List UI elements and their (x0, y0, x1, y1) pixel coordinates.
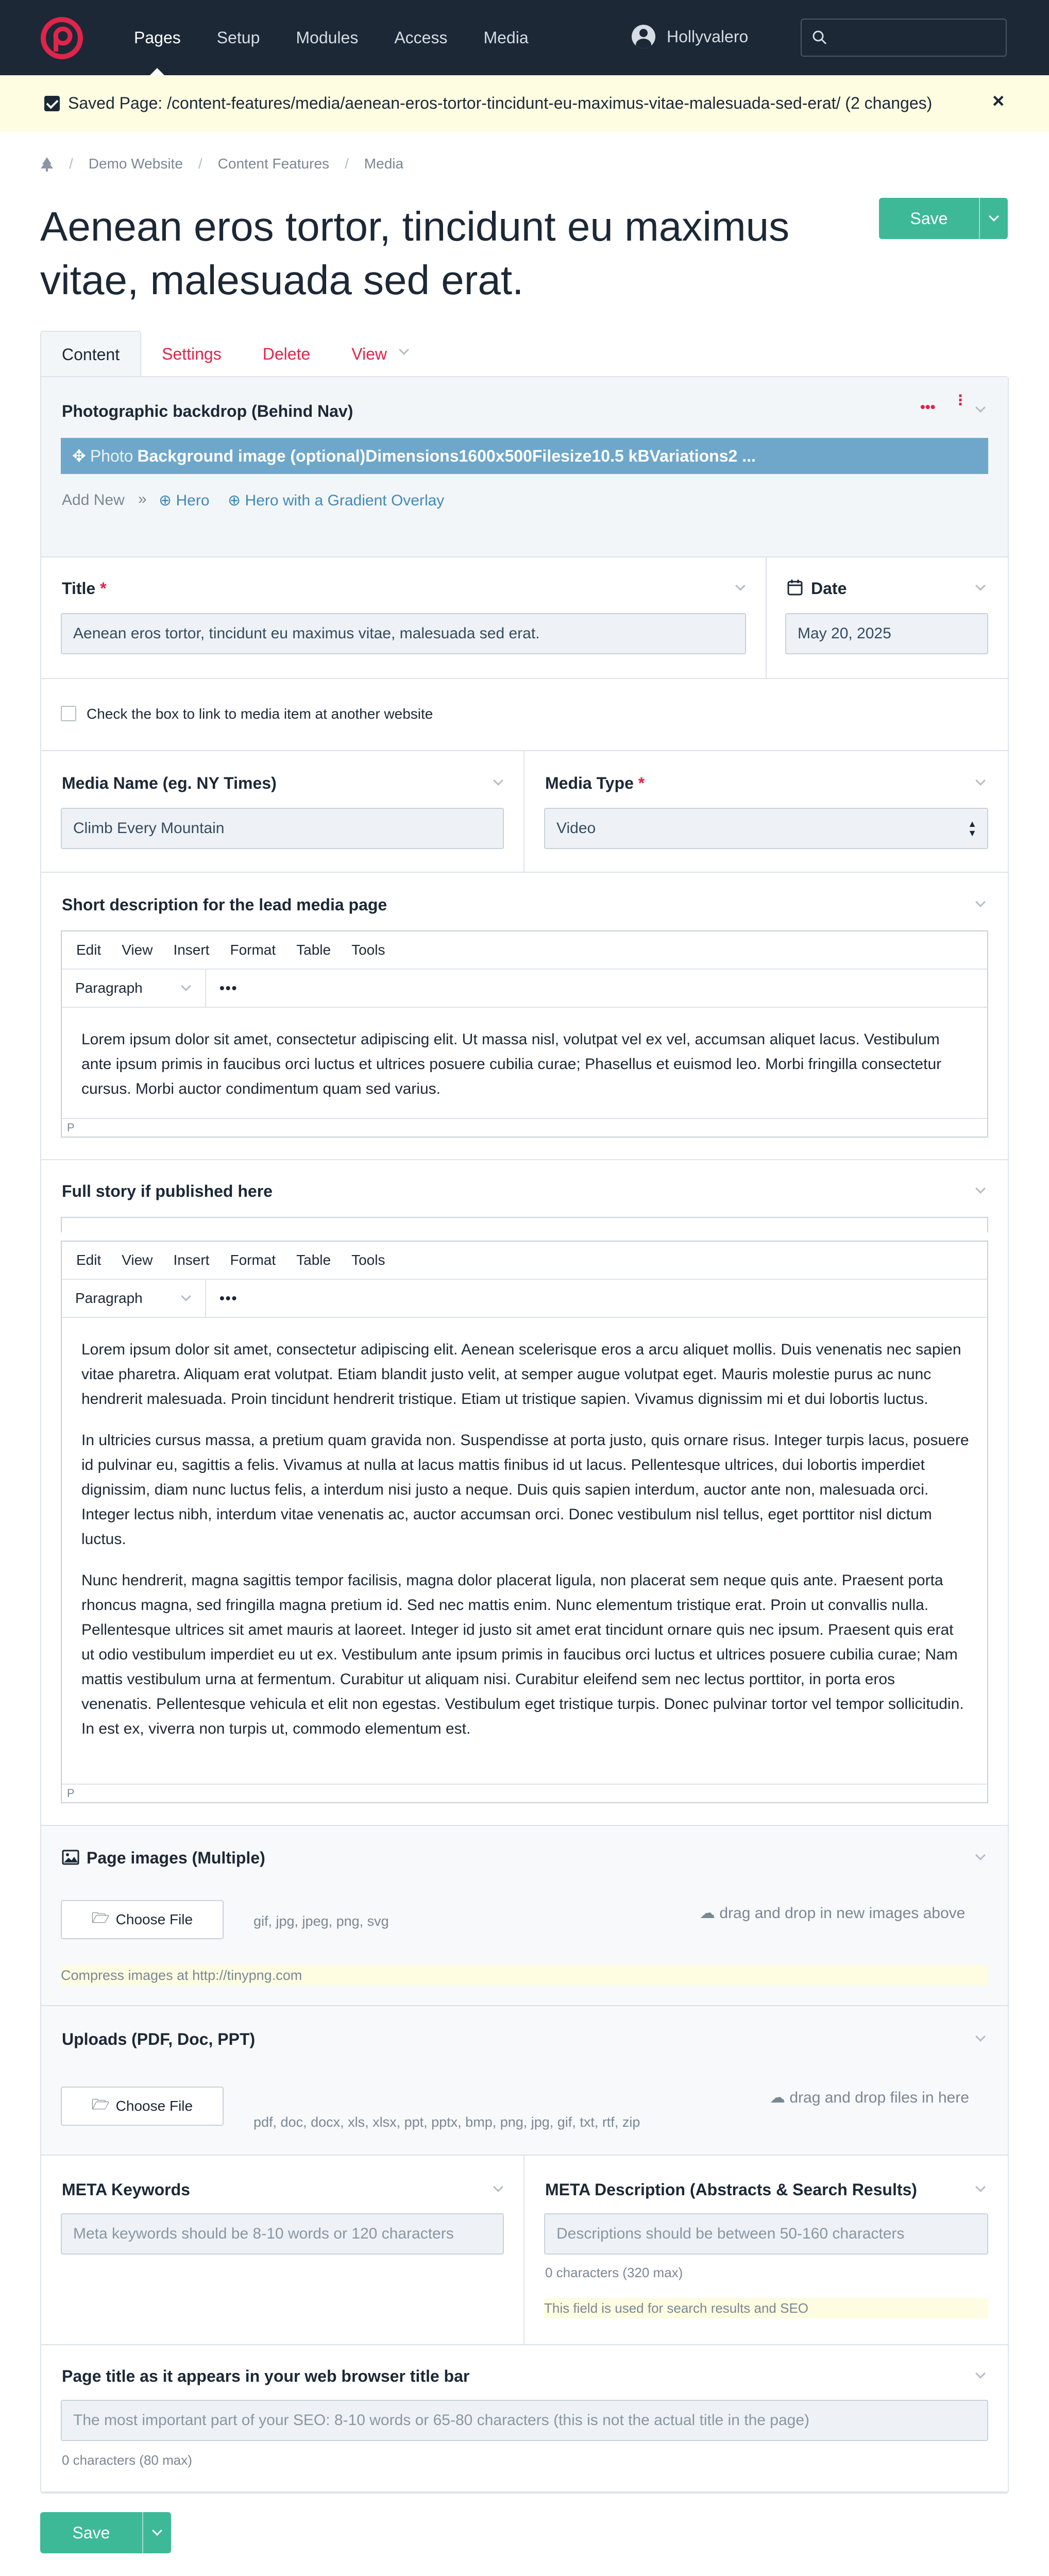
user-name: Hollyvalero (667, 27, 749, 46)
paragraph: Nunc hendrerit, magna sagittis tempor facilisis, magna dolor placerat ligula, non placerat sem neque quis ante. Praesent porta rhoncus magna, sed fringilla magna pretium id. Sed nec mattis enim. Nunc elementum tristique erat. Proin ut convallis nulla. Pellentesque ultrices sit amet mauris at laoreet. Integer id justo sit amet erat tincidunt ornare quis nec ipsum. Praesent quis erat ut odio vestibulum imperdiet eu ut ex. Vestibulum ante ipsum primis in faucibus orci luctus et ultrices posuere cubilia curae; Nam mattis vestibulum urna at fermentum. Curabitur ut aliquam nisi. Curabitur eleifend sem nec lectus porttitor, in porta eros venenatis. Pellentesque vehicula et elit non egestas. Vestibulum eget tristique turpis. Donec pulvinar tortor vel tempor sollicitudin. In est ex, viverra non turpis ut, commodo elementum est. (81, 1572, 964, 1737)
chevron-down-icon[interactable] (975, 584, 986, 591)
nav-modules[interactable]: Modules (296, 28, 359, 47)
folder-open-icon: 🗁 (91, 1910, 110, 1926)
media-type-label-text: Media Type (545, 774, 634, 792)
meta-keywords-input[interactable]: Meta keywords should be 8-10 words or 120 characters (61, 2213, 504, 2255)
short-description-text[interactable]: Lorem ipsum dolor sit amet, consectetur adipiscing elit. Ut massa nisl, volutpat vel ex vel, accumsan aliquet lacus. Vestibulum ante ipsum primis in faucibus orci luctus et ultrices posuere cubilia curae; Phasellus et euismod leo. Morbi fringilla consectetur cursus. Morbi auctor condimentum quam sed varius. (81, 1031, 942, 1097)
folder-open-icon: 🗁 (91, 2096, 110, 2112)
more-tools-button[interactable]: ••• (219, 980, 238, 996)
chevron-down-icon[interactable] (975, 2185, 986, 2193)
search-icon (812, 30, 827, 45)
required-marker: * (638, 774, 645, 792)
full-story-label: Full story if published here (62, 1182, 273, 1200)
chevron-down-icon[interactable] (975, 2372, 986, 2379)
title-label (62, 579, 107, 598)
breadcrumb-content-features[interactable]: Content Features (217, 156, 330, 172)
menu-tools[interactable]: Tools (351, 1252, 385, 1268)
tab-content[interactable]: Content (40, 331, 141, 377)
meta-description-input[interactable]: Descriptions should be between 50-160 characters (544, 2213, 988, 2255)
format-select[interactable] (62, 969, 206, 1007)
chevron-down-icon[interactable] (975, 901, 986, 908)
short-description-field (41, 873, 1008, 1160)
more-vertical-icon[interactable]: ⋮ (953, 392, 968, 408)
chevron-down-icon (180, 985, 192, 992)
full-story-editor[interactable] (61, 1241, 988, 1803)
media-name-label: Media Name (eg. NY Times) (62, 774, 277, 792)
short-description-label: Short description for the lead media page (62, 895, 387, 914)
notice-text: Saved Page: /content-features/media/aenean-eros-tortor-tincidunt-eu-maximus-vitae-malesuada-sed-erat/ (2 changes) (68, 94, 933, 112)
upload-types: pdf, doc, docx, xls, xlsx, ppt, pptx, bmp, png, jpg, gif, txt, rtf, zip (253, 2114, 640, 2130)
move-icon[interactable]: ✥ (72, 447, 86, 465)
uploads-field (41, 2006, 1008, 2156)
menu-edit[interactable]: Edit (76, 942, 101, 958)
page-edit-tabs (40, 331, 430, 377)
user-avatar-icon (632, 25, 655, 48)
link-checkbox[interactable] (61, 706, 76, 721)
save-button-top[interactable] (879, 198, 1008, 239)
browser-title-input[interactable]: The most important part of your SEO: 8-10 words or 65-80 characters (this is not the actual title in the page) (61, 2400, 988, 2441)
image-types: gif, jpg, jpeg, png, svg (253, 1913, 389, 1929)
save-dropdown-toggle[interactable] (142, 2512, 171, 2553)
tab-view[interactable] (331, 331, 430, 377)
editor-menubar (62, 931, 987, 970)
column-divider (523, 751, 524, 873)
link-checkbox-label[interactable]: Check the box to link to media item at another website (87, 706, 433, 722)
editor-menubar (62, 1242, 987, 1280)
link-checkbox-row (41, 679, 1008, 751)
chevron-down-icon[interactable] (735, 584, 746, 591)
breadcrumb-demo-website[interactable]: Demo Website (88, 156, 183, 172)
backdrop-label: Photographic backdrop (Behind Nav) (62, 402, 353, 420)
meta-description-count: 0 characters (320 max) (545, 2265, 683, 2280)
format-select-value: Paragraph (75, 1290, 143, 1306)
chevron-down-icon (180, 1295, 192, 1302)
editor-ghost (61, 1217, 988, 1232)
save-button-label: Save (910, 209, 948, 228)
menu-format[interactable]: Format (230, 1252, 276, 1268)
chevron-down-icon (151, 2529, 163, 2536)
image-drop-hint-text: drag and drop in new images above (719, 1905, 966, 1922)
menu-table[interactable]: Table (296, 942, 331, 958)
chevron-down-icon[interactable] (975, 1187, 986, 1194)
repeater-item-summary: Background image (optional)Dimensions1600x500Filesize10.5 kBVariations2 ... (137, 446, 756, 465)
browser-title-field (41, 2345, 1008, 2493)
saved-notice (0, 75, 1049, 132)
column-divider (766, 557, 767, 679)
search-input[interactable] (801, 19, 1007, 57)
title-input[interactable]: Aenean eros tortor, tincidunt eu maximus vitae, malesuada sed erat. (61, 613, 746, 654)
more-horizontal-icon[interactable]: ••• (920, 399, 936, 415)
select-arrows-icon: ▲ ▼ (968, 819, 977, 838)
page-title: Aenean eros tortor, tincidunt eu maximus vitae, malesuada sed erat. (40, 204, 790, 303)
media-row (41, 751, 1008, 873)
full-story-field (41, 1160, 1008, 1826)
full-story-text[interactable] (81, 1337, 970, 1758)
upload-drop-hint-text: drag and drop files in here (789, 2089, 969, 2106)
double-chevron-right-icon: » (138, 490, 147, 507)
date-label: Date (811, 579, 847, 598)
choose-images-button[interactable] (61, 1900, 224, 1939)
image-drop-hint: ☁ drag and drop in new images above (700, 1905, 966, 1922)
date-input[interactable]: May 20, 2025 (785, 613, 988, 654)
meta-description-note: This field is used for search results and SEO (544, 2298, 988, 2318)
column-divider (523, 2156, 524, 2345)
menu-insert[interactable]: Insert (173, 1252, 210, 1268)
breadcrumb-separator: / (345, 156, 349, 172)
tree-icon[interactable] (40, 156, 54, 172)
meta-keywords-label: META Keywords (62, 2180, 190, 2199)
uploads-label: Uploads (PDF, Doc, PPT) (62, 2030, 256, 2048)
page-images-field (41, 1826, 1008, 2006)
top-navigation (0, 0, 1049, 75)
meta-description-label: META Description (Abstracts & Search Results) (545, 2180, 917, 2199)
check-icon (44, 96, 60, 111)
compress-note: Compress images at http://tinypng.com (61, 1965, 988, 1986)
chevron-down-icon (988, 215, 1000, 222)
add-new-label: Add New (62, 492, 125, 509)
chevron-down-icon[interactable] (975, 1854, 986, 1861)
tab-view-label: View (351, 344, 387, 363)
nav-access[interactable]: Access (394, 28, 448, 47)
chevron-down-icon[interactable] (493, 2185, 504, 2193)
add-hero-link[interactable]: ⊕ Hero (159, 492, 210, 509)
editor-toolbar (62, 970, 987, 1008)
chevron-down-icon[interactable] (975, 779, 986, 786)
choose-images-label: Choose File (115, 1911, 193, 1927)
paragraph: In ultricies cursus massa, a pretium quam gravida non. Suspendisse at porta justo, quis ornare risus. Integer turpis lacus, posuere id pulvinar eu, sagittis a felis. Vivamus at nulla at lacus mattis finibus id ut lacus. Pellentesque ultrices, dui lobortis imperdiet dignissim, diam nunc luctus felis, a interdum nisi justo a neque. Duis quis sapien interdum, auctor ante non, malesuada orci. Integer lectus nibh, interdum vitae venenatis ac, auctor accumsan orci. Donec vestibulum nisl tellus, eget porttitor nisl dictum luctus. (81, 1432, 969, 1548)
title-label-text: Title (62, 579, 96, 598)
add-hero-gradient-link[interactable]: ⊕ Hero with a Gradient Overlay (228, 492, 445, 509)
upload-drop-hint: ☁ drag and drop files in here (770, 2089, 969, 2106)
breadcrumb-separator: / (69, 156, 73, 172)
browser-title-count: 0 characters (80 max) (62, 2452, 192, 2468)
nav-media[interactable]: Media (483, 28, 529, 47)
title-date-row (41, 557, 1008, 679)
breadcrumb (40, 156, 403, 172)
chevron-down-icon (398, 348, 410, 355)
save-button-label: Save (72, 2523, 110, 2542)
save-dropdown-toggle[interactable] (979, 198, 1008, 239)
page-images-label: Page images (Multiple) (87, 1849, 265, 1867)
chevron-down-icon[interactable] (493, 779, 504, 786)
media-type-label (545, 774, 645, 793)
main-menu (134, 0, 565, 75)
tab-settings[interactable]: Settings (162, 344, 222, 363)
paragraph: Lorem ipsum dolor sit amet, consectetur adipiscing elit. Aenean scelerisque eros a arcu aliquet mollis. Duis venenatis nec sapien vitae pharetra. Aliquam erat volutpat. Etiam blandit justo velit, at semper augue volutpat eget. Mauris molestie purus ac nunc hendrerit malesuada. Proin tincidunt hendrerit tristique. Etiam ut tristique sapien. Vivamus dignissim mi et dui lobortis luctus. (81, 1341, 961, 1408)
media-name-input[interactable]: Climb Every Mountain (61, 808, 504, 849)
media-type-value: Video (556, 820, 596, 837)
repeater-item-photo[interactable] (61, 438, 988, 474)
add-hero-label: Hero (176, 492, 210, 509)
choose-uploads-label: Choose File (115, 2098, 193, 2114)
chevron-down-icon[interactable] (975, 2035, 986, 2042)
tab-delete[interactable]: Delete (262, 344, 311, 363)
menu-edit[interactable]: Edit (76, 1252, 101, 1268)
format-select-value: Paragraph (75, 980, 143, 996)
close-icon[interactable]: × (992, 90, 1005, 112)
browser-title-label: Page title as it appears in your web browser title bar (62, 2367, 470, 2385)
required-marker: * (100, 579, 107, 598)
menu-insert[interactable]: Insert (173, 942, 210, 958)
save-button-bottom[interactable] (40, 2512, 171, 2553)
nav-setup[interactable]: Setup (216, 28, 260, 47)
menu-tools[interactable]: Tools (351, 942, 385, 958)
add-hero-gradient-label: Hero with a Gradient Overlay (245, 492, 445, 509)
choose-uploads-button[interactable] (61, 2087, 224, 2126)
repeater-item-type: Photo (90, 446, 133, 465)
editor-toolbar (62, 1280, 987, 1318)
menu-format[interactable]: Format (230, 942, 276, 958)
editor-statusbar: P (62, 1118, 987, 1137)
calendar-icon (787, 579, 803, 596)
format-select[interactable] (62, 1279, 206, 1317)
short-description-editor[interactable] (61, 930, 988, 1138)
menu-table[interactable]: Table (296, 1252, 331, 1268)
more-tools-button[interactable]: ••• (219, 1290, 238, 1306)
menu-view[interactable]: View (122, 942, 153, 958)
chevron-down-icon[interactable] (975, 406, 986, 413)
image-icon (62, 1850, 79, 1865)
media-type-select[interactable] (544, 808, 988, 849)
user-menu[interactable] (632, 25, 748, 48)
nav-pages[interactable]: Pages (134, 0, 181, 75)
meta-row (41, 2156, 1008, 2345)
editor-statusbar: P (62, 1784, 987, 1802)
breadcrumb-separator: / (198, 156, 202, 172)
processwire-logo-icon[interactable] (40, 16, 83, 60)
breadcrumb-media[interactable]: Media (364, 156, 404, 172)
menu-view[interactable]: View (122, 1252, 153, 1268)
